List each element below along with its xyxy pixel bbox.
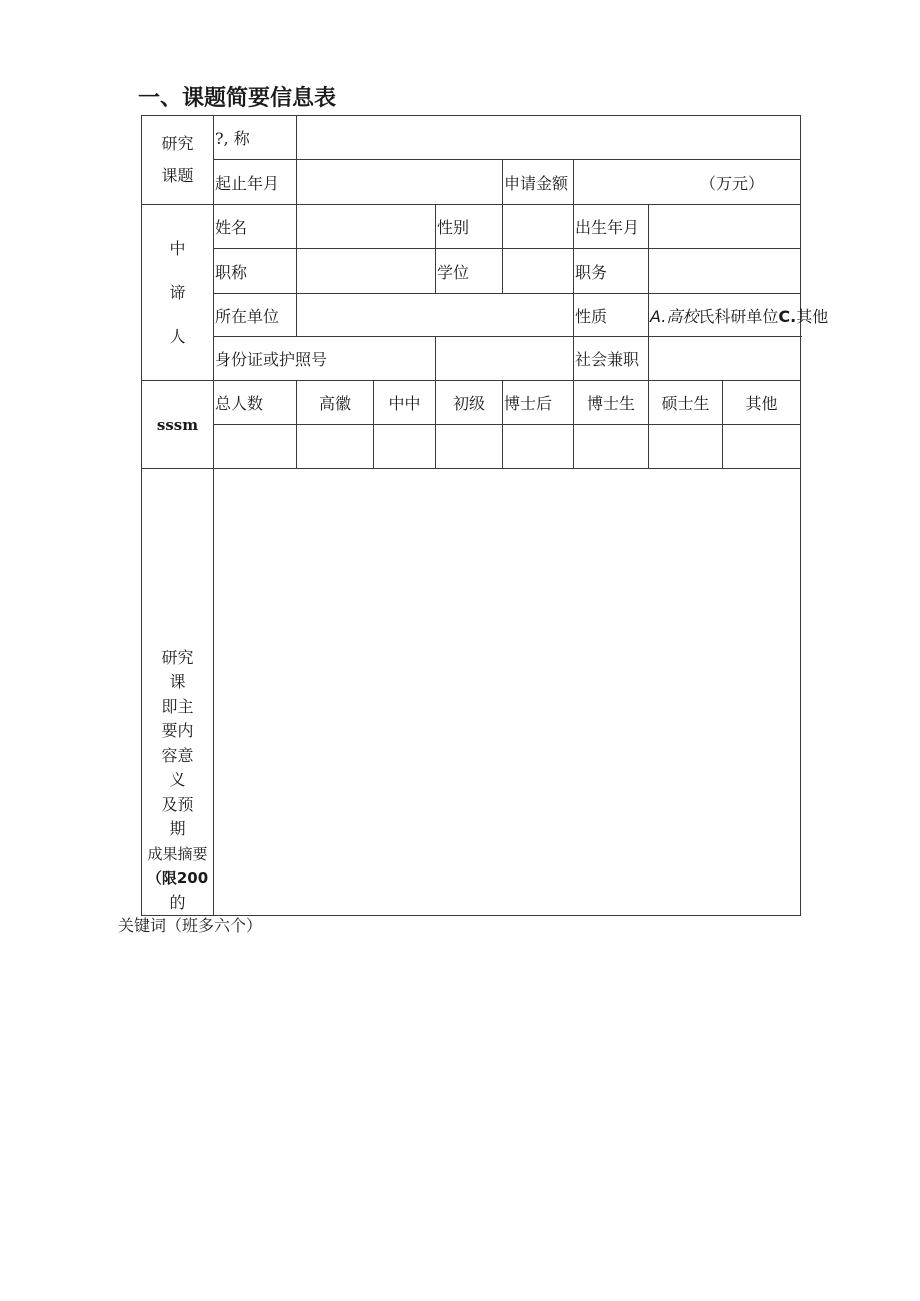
degree-field[interactable] bbox=[503, 249, 574, 294]
id-label: 身份证或护照号 bbox=[214, 337, 436, 381]
unit-field[interactable] bbox=[297, 294, 574, 337]
team-value-other[interactable] bbox=[723, 425, 801, 469]
team-col-total: 总人数 bbox=[214, 381, 297, 425]
degree-label: 学位 bbox=[436, 249, 503, 294]
team-col-junior: 初级 bbox=[436, 381, 503, 425]
social-label: 社会兼职 bbox=[574, 337, 649, 381]
team-col-intermediate: 中中 bbox=[374, 381, 436, 425]
gender-label: 性别 bbox=[436, 205, 503, 249]
id-field[interactable] bbox=[436, 337, 574, 381]
team-section-label: sssm bbox=[142, 381, 214, 469]
title-field[interactable] bbox=[297, 249, 436, 294]
keywords-label: 关键词（班多六个） bbox=[118, 916, 263, 935]
project-info-table bbox=[141, 115, 829, 916]
amount-field[interactable] bbox=[574, 160, 801, 205]
nature-option-a: A. bbox=[650, 306, 667, 326]
nature-label: 性质 bbox=[574, 294, 649, 337]
team-col-postdoc: 博士后 bbox=[503, 381, 574, 425]
position-field[interactable] bbox=[649, 249, 801, 294]
position-label: 职务 bbox=[574, 249, 649, 294]
team-value-senior[interactable] bbox=[297, 425, 374, 469]
social-field[interactable] bbox=[649, 337, 801, 381]
birth-label: 出生年月 bbox=[574, 205, 649, 249]
amount-label: 申请金额 bbox=[503, 160, 574, 205]
name-field[interactable] bbox=[297, 205, 436, 249]
team-col-master: 硕士生 bbox=[649, 381, 723, 425]
amount-unit: （万元） bbox=[700, 173, 765, 193]
team-value-phd[interactable] bbox=[574, 425, 649, 469]
unit-label: 所在单位 bbox=[214, 294, 297, 337]
birth-field[interactable] bbox=[649, 205, 801, 249]
project-name-field[interactable] bbox=[297, 116, 801, 160]
project-name-label: ?, 称 bbox=[214, 116, 297, 160]
team-value-total[interactable] bbox=[214, 425, 297, 469]
team-col-other: 其他 bbox=[723, 381, 801, 425]
name-label: 姓名 bbox=[214, 205, 297, 249]
team-col-phd: 博士生 bbox=[574, 381, 649, 425]
team-value-postdoc[interactable] bbox=[503, 425, 574, 469]
team-value-intermediate[interactable] bbox=[374, 425, 436, 469]
page-title: 一、课题简要信息表 bbox=[138, 86, 337, 111]
team-col-senior: 高徽 bbox=[297, 381, 374, 425]
team-value-junior[interactable] bbox=[436, 425, 503, 469]
period-field[interactable] bbox=[297, 160, 503, 205]
summary-label: 研究 课 即主 要内 容意 义 及预 期 成果摘要 （限200 的 bbox=[142, 469, 214, 916]
gender-field[interactable] bbox=[503, 205, 574, 249]
title-label: 职称 bbox=[214, 249, 297, 294]
project-section-label: 研究 课题 bbox=[142, 116, 214, 205]
summary-content[interactable] bbox=[214, 469, 801, 916]
nature-options[interactable] bbox=[649, 294, 829, 337]
nature-option-c-text: 其他 bbox=[796, 306, 829, 326]
nature-option-c: C. bbox=[778, 306, 797, 326]
applicant-section-label: 中 谛 人 bbox=[142, 205, 214, 381]
nature-option-b-text: 氏科研单位 bbox=[698, 306, 779, 326]
nature-option-a-text: 高校 bbox=[666, 306, 699, 326]
team-value-master[interactable] bbox=[649, 425, 723, 469]
period-label: 起止年月 bbox=[214, 160, 297, 205]
